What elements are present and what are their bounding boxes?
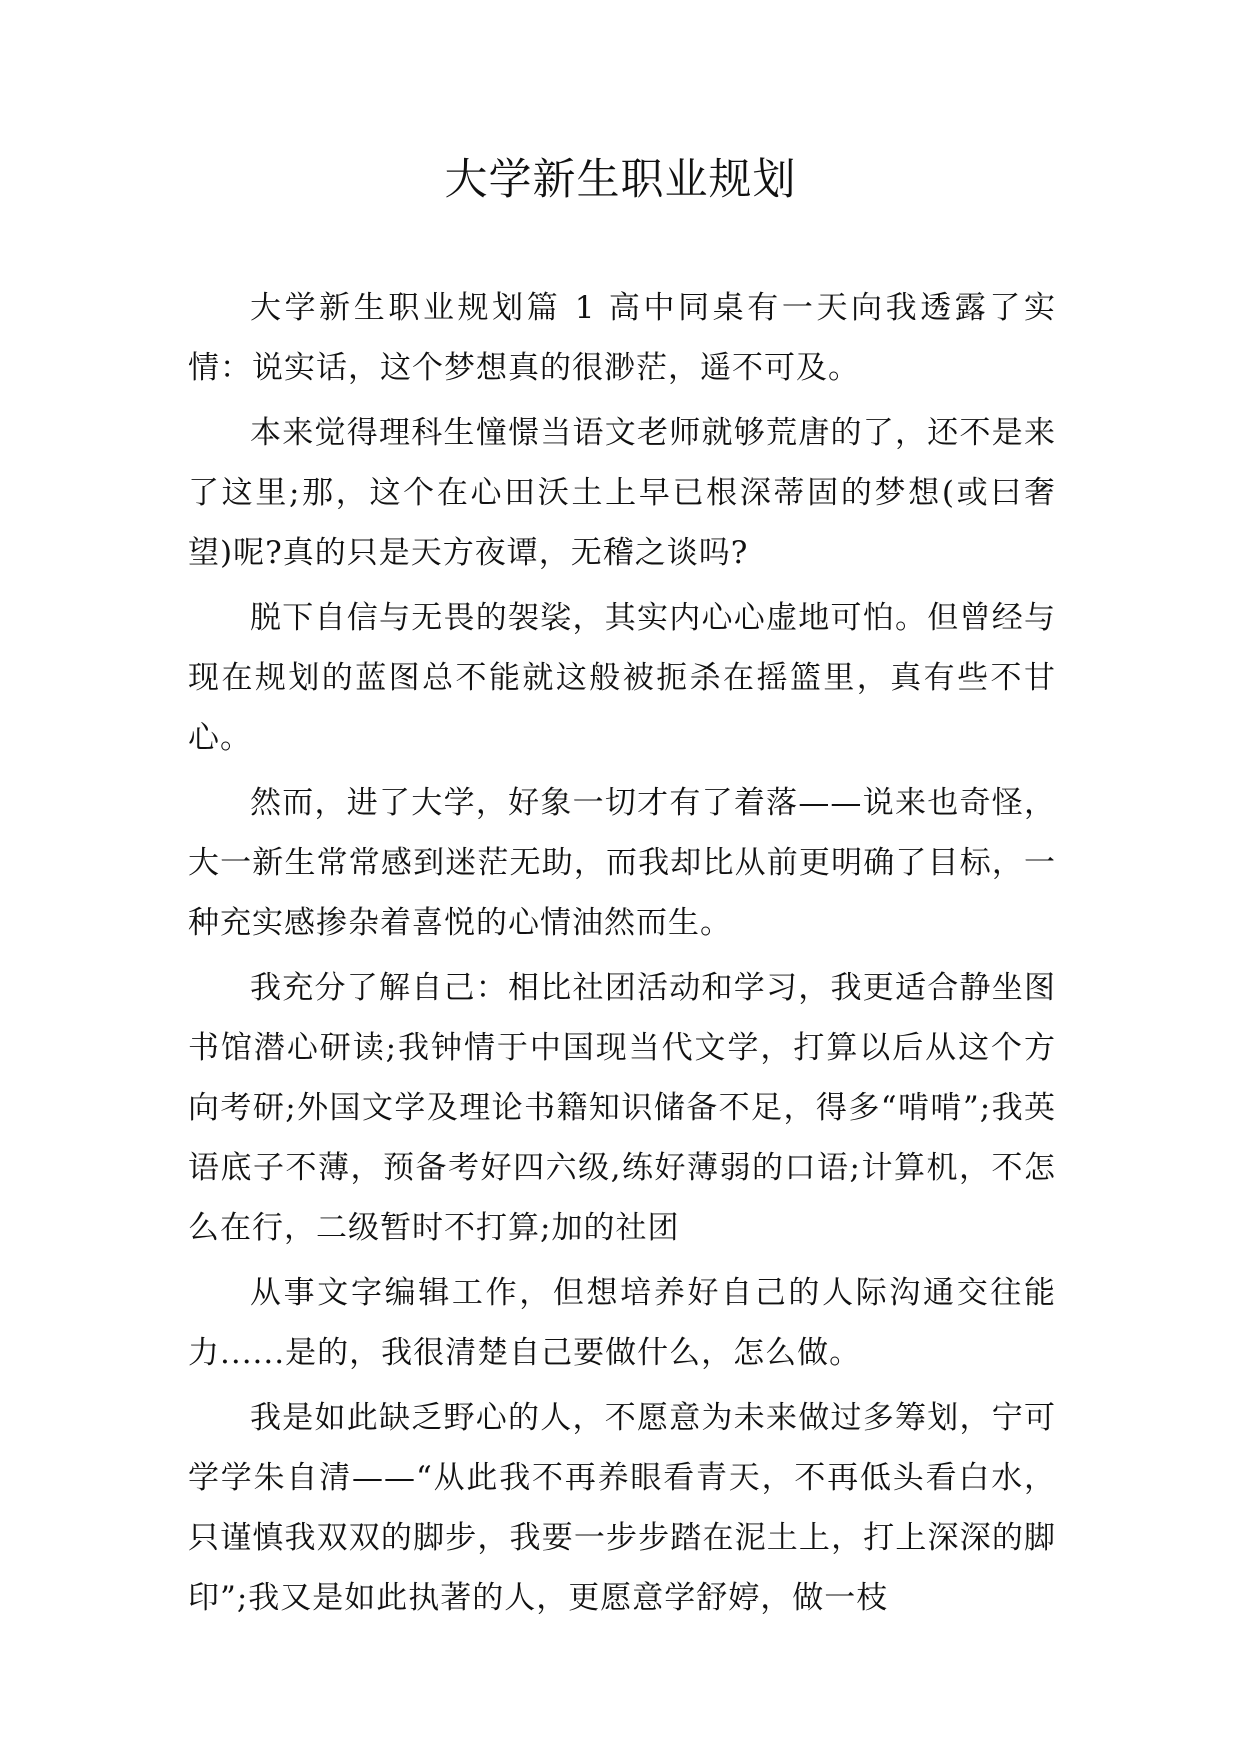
- paragraph: 大学新生职业规划篇 1 高中同桌有一天向我透露了实情：说实话，这个梦想真的很渺茫，遥不可及。: [188, 290, 1056, 386]
- paragraph: 脱下自信与无畏的袈裟，其实内心心虚地可怕。但曾经与现在规划的蓝图总不能就这般被扼杀在摇篮里，真有些不甘心。: [188, 600, 1056, 756]
- paragraph: 我是如此缺乏野心的人，不愿意为未来做过多筹划，宁可学学朱自清——“从此我不再养眼看青天，不再低头看白水，只谨慎我双双的脚步，我要一步步踏在泥土上，打上深深的脚印”;我又是如此执著的人，更愿意学舒婷，做一枝: [188, 1400, 1056, 1616]
- paragraph: 本来觉得理科生憧憬当语文老师就够荒唐的了，还不是来了这里;那，这个在心田沃土上早已根深蒂固的梦想(或曰奢望)呢?真的只是天方夜谭，无稽之谈吗?: [188, 415, 1056, 571]
- document-title: 大学新生职业规划: [444, 155, 797, 205]
- document-body: [188, 278, 1056, 1633]
- paragraph: 我充分了解自己：相比社团活动和学习，我更适合静坐图书馆潜心研读;我钟情于中国现当代文学，打算以后从这个方向考研;外国文学及理论书籍知识储备不足，得多“啃啃”;我英语底子不薄，预备考好四六级,练好薄弱的口语;计算机，不怎么在行，二级暂时不打算;加的社团: [188, 970, 1056, 1246]
- paragraph: 然而，进了大学，好象一切才有了着落——说来也奇怪，大一新生常常感到迷茫无助，而我却比从前更明确了目标，一种充实感掺杂着喜悦的心情油然而生。: [188, 785, 1056, 941]
- paragraph: 从事文字编辑工作，但想培养好自己的人际沟通交往能力......是的，我很清楚自己要做什么，怎么做。: [188, 1275, 1056, 1371]
